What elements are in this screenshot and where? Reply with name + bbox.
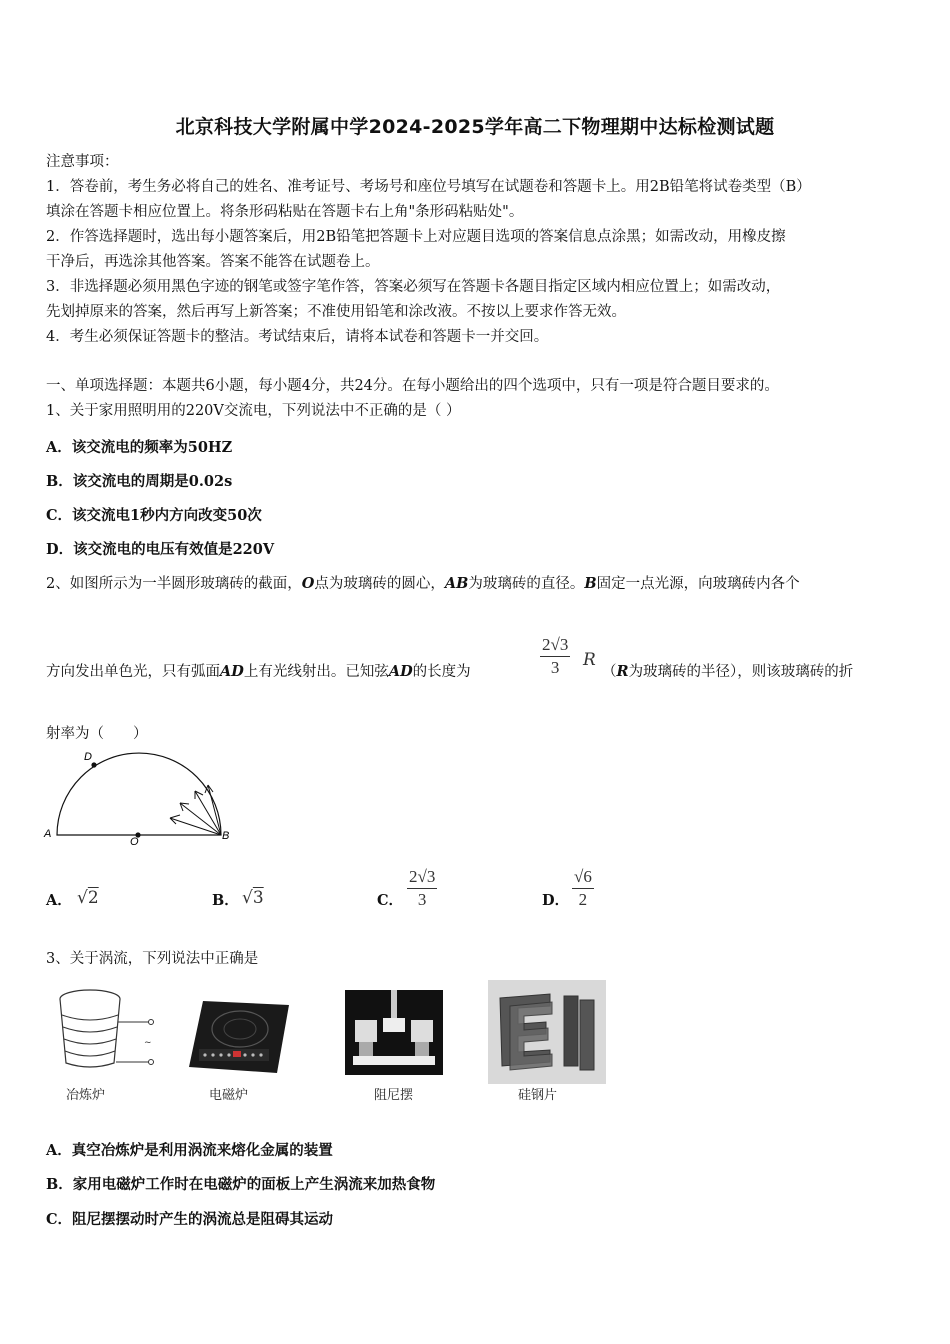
induction-cooker-picture bbox=[185, 993, 295, 1078]
chord-length-fraction: $\frac{2√3}{3}$ bbox=[542, 635, 569, 677]
section-heading: 一、单项选择题：本题共6小题，每小题4分，共24分。在每小题给出的四个选项中，只有一项是符合题目要求的。 bbox=[46, 378, 779, 394]
notice-line: 1．答卷前，考生务必将自己的姓名、准考证号、考场号和座位号填写在试题卷和答题卡上。用2B铅笔将试卷类型（B） bbox=[46, 179, 811, 195]
question-2-line2a: 方向发出单色光，只有弧面AD上有光线射出。已知弦AD的长度为 bbox=[46, 663, 471, 680]
radius-symbol: R bbox=[583, 650, 596, 670]
q2-option-d-letter: D． bbox=[542, 892, 570, 909]
caption-silicon-steel: 硅钢片 bbox=[518, 1088, 558, 1103]
q2-option-b-letter: B． bbox=[212, 892, 239, 909]
q3-option-b: B．家用电磁炉工作时在电磁炉的面板上产生涡流来加热食物 bbox=[46, 1176, 436, 1193]
question-3-stem: 3、关于涡流，下列说法中正确是 bbox=[46, 951, 259, 967]
q1-option-c: C．该交流电1秒内方向改变50次 bbox=[46, 507, 262, 524]
notice-line: 3．非选择题必须用黑色字迹的钢笔或签字笔作答，答案必须写在答题卡各题目指定区域内相应位置上；如需改动， bbox=[46, 279, 781, 295]
q3-option-a: A．真空冶炼炉是利用涡流来熔化金属的装置 bbox=[46, 1142, 333, 1159]
question-2-line1: 2、如图所示为一半圆形玻璃砖的截面，O点为玻璃砖的圆心，AB为玻璃砖的直径。B固定一点光源，向玻璃砖内各个 bbox=[46, 575, 800, 592]
caption-furnace: 冶炼炉 bbox=[66, 1088, 106, 1103]
q1-option-b: B．该交流电的周期是0.02s bbox=[46, 473, 233, 490]
notice-line: 干净后，再选涂其他答案。答案不能答在试题卷上。 bbox=[46, 254, 380, 270]
caption-induction-cooker: 电磁炉 bbox=[209, 1088, 249, 1103]
q2-option-c-value: $\frac{2√3}{3}$ bbox=[409, 867, 436, 909]
label-a: A bbox=[44, 828, 52, 840]
furnace-picture bbox=[52, 985, 162, 1075]
silicon-steel-picture bbox=[488, 980, 606, 1084]
notice-line: 先划掉原来的答案，然后再写上新答案；不准使用铅笔和涂改液。不按以上要求作答无效。 bbox=[46, 304, 626, 320]
label-d: D bbox=[84, 751, 92, 763]
page-title: 北京科技大学附属中学2024-2025学年高二下物理期中达标检测试题 bbox=[175, 116, 775, 138]
question-2-line3: 射率为（ ） bbox=[46, 726, 148, 742]
q1-option-a: A．该交流电的频率为50HZ bbox=[46, 439, 233, 456]
damping-pendulum-picture bbox=[345, 990, 443, 1075]
svg-text:~: ~ bbox=[144, 1038, 152, 1048]
q2-option-c-letter: C． bbox=[377, 892, 404, 909]
q2-option-a-value: √2 bbox=[77, 888, 99, 908]
label-b: B bbox=[222, 830, 230, 842]
q2-option-a-letter: A． bbox=[46, 892, 72, 909]
notice-heading: 注意事项： bbox=[46, 154, 119, 170]
q3-option-c: C．阻尼摆摆动时产生的涡流总是阻碍其运动 bbox=[46, 1211, 334, 1228]
q2-option-b-value: √3 bbox=[242, 888, 264, 908]
semicircle-glass-figure bbox=[40, 745, 240, 850]
question-2-line2b: （R为玻璃砖的半径），则该玻璃砖的折 bbox=[602, 663, 854, 680]
notice-line: 4．考生必须保证答题卡的整洁。考试结束后，请将本试卷和答题卡一并交回。 bbox=[46, 329, 549, 345]
label-o: O bbox=[130, 836, 139, 848]
caption-damping-pendulum: 阻尼摆 bbox=[374, 1088, 414, 1103]
notice-line: 2．作答选择题时，选出每小题答案后，用2B铅笔把答题卡上对应题目选项的答案信息点涂黑；如需改动，用橡皮擦 bbox=[46, 229, 786, 245]
question-1-stem: 1、关于家用照明用的220V交流电，下列说法中不正确的是（ ） bbox=[46, 403, 461, 419]
notice-line: 填涂在答题卡相应位置上。将条形码粘贴在答题卡右上角"条形码粘贴处"。 bbox=[46, 204, 524, 220]
q2-option-d-value: $\frac{√6}{2}$ bbox=[574, 867, 592, 909]
q1-option-d: D．该交流电的电压有效值是220V bbox=[46, 541, 275, 558]
